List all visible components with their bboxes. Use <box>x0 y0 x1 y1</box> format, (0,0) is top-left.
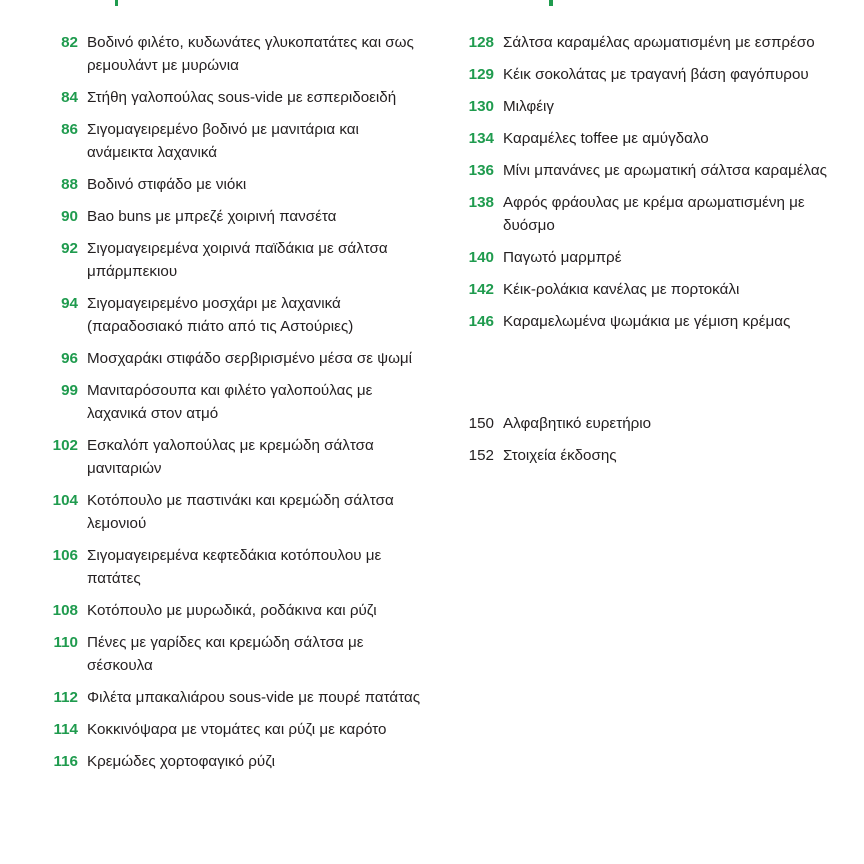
appendix-title: Αλφαβητικό ευρετήριο <box>503 415 652 432</box>
page-number: 106 <box>52 547 78 564</box>
page-number: 84 <box>61 89 78 106</box>
page-number: 152 <box>468 447 494 464</box>
recipe-title: Καραμέλες toffee με αμύγδαλο <box>503 130 709 147</box>
toc-entry[interactable] <box>42 489 422 535</box>
toc-entry[interactable] <box>458 159 828 182</box>
recipe-title: Σιγομαγειρεμένα κεφτεδάκια κοτόπουλου με πατάτες <box>87 547 382 587</box>
recipe-title: Μοσχαράκι στιφάδο σερβιρισμένο μέσα σε ψωμί <box>87 350 413 367</box>
toc-entry[interactable] <box>458 63 828 86</box>
section-spacer <box>458 342 828 412</box>
recipe-title: Στήθη γαλοπούλας sous-vide με εσπεριδοειδή <box>87 89 397 106</box>
page-number: 129 <box>468 66 494 83</box>
left-heading-fragment <box>115 0 118 6</box>
recipe-title: Πένες με γαρίδες και κρεμώδη σάλτσα με σέσκουλα <box>87 634 364 674</box>
toc-right-column <box>458 31 828 476</box>
toc-entry[interactable] <box>458 278 828 301</box>
page-number: 108 <box>52 602 78 619</box>
page-number: 142 <box>468 281 494 298</box>
page-number: 138 <box>468 194 494 211</box>
recipe-title: Αφρός φράουλας με κρέμα αρωματισμένη με δυόσμο <box>503 194 805 234</box>
toc-entry[interactable] <box>458 127 828 150</box>
toc-entry[interactable] <box>42 599 422 622</box>
right-heading-fragment <box>549 0 553 6</box>
page-number: 104 <box>52 492 78 509</box>
header-remnants <box>0 0 864 10</box>
toc-entry[interactable] <box>42 347 422 370</box>
recipe-title: Σάλτσα καραμέλας αρωματισμένη με εσπρέσο <box>503 34 815 51</box>
page-number: 82 <box>61 34 78 51</box>
toc-entry[interactable] <box>458 31 828 54</box>
recipe-title: Σιγομαγειρεμένα χοιρινά παϊδάκια με σάλτσα μπάρμπεκιου <box>87 240 388 280</box>
toc-entry[interactable] <box>42 379 422 425</box>
toc-entry[interactable] <box>458 191 828 237</box>
toc-entry[interactable] <box>42 237 422 283</box>
page-number: 112 <box>53 689 78 706</box>
toc-entry[interactable] <box>42 118 422 164</box>
recipe-title: Εσκαλόπ γαλοπούλας με κρεμώδη σάλτσα μανιταριών <box>87 437 374 477</box>
page-number: 102 <box>52 437 78 454</box>
page-number: 110 <box>53 634 78 651</box>
toc-entry[interactable] <box>42 434 422 480</box>
page-number: 130 <box>468 98 494 115</box>
recipe-title: Κρεμώδες χορτοφαγικό ρύζι <box>87 753 275 770</box>
toc-entry[interactable] <box>458 246 828 269</box>
appendix-entry[interactable] <box>458 412 828 435</box>
toc-entry[interactable] <box>42 205 422 228</box>
recipe-title: Μανιταρόσουπα και φιλέτο γαλοπούλας με λαχανικά στον ατμό <box>87 382 373 422</box>
recipe-title: Κοτόπουλο με μυρωδικά, ροδάκινα και ρύζι <box>87 602 377 619</box>
recipe-title: Βοδινό φιλέτο, κυδωνάτες γλυκοπατάτες και σως ρεμουλάντ με μυρώνια <box>87 34 414 74</box>
recipe-title: Μιλφέιγ <box>503 98 554 115</box>
appendix-title: Στοιχεία έκδοσης <box>503 447 617 464</box>
recipe-title: Φιλέτα μπακαλιάρου sous-vide με πουρέ πατάτας <box>87 689 421 706</box>
recipe-title: Μίνι μπανάνες με αρωματική σάλτσα καραμέλας <box>503 162 827 179</box>
recipe-title: Κοκκινόψαρα με ντομάτες και ρύζι με καρότο <box>87 721 387 738</box>
toc-entry[interactable] <box>42 750 422 773</box>
toc-entry[interactable] <box>42 631 422 677</box>
page-number: 116 <box>53 753 78 770</box>
page-number: 146 <box>468 313 494 330</box>
page-number: 99 <box>61 382 78 399</box>
recipe-title: Σιγομαγειρεμένο βοδινό με μανιτάρια και ανάμεικτα λαχανικά <box>87 121 359 161</box>
page-number: 136 <box>468 162 494 179</box>
toc-entry[interactable] <box>458 310 828 333</box>
toc-entry[interactable] <box>42 31 422 77</box>
page-number: 134 <box>468 130 494 147</box>
page-number: 128 <box>468 34 494 51</box>
recipe-title: Κοτόπουλο με παστινάκι και κρεμώδη σάλτσα λεμονιού <box>87 492 394 532</box>
page-number: 88 <box>61 176 78 193</box>
toc-left-column <box>42 31 422 782</box>
recipe-title: Καραμελωμένα ψωμάκια με γέμιση κρέμας <box>503 313 791 330</box>
appendix-entry[interactable] <box>458 444 828 467</box>
page-number: 96 <box>61 350 78 367</box>
page-number: 94 <box>61 295 78 312</box>
page-number: 90 <box>61 208 78 225</box>
toc-entry[interactable] <box>42 718 422 741</box>
page-number: 140 <box>468 249 494 266</box>
page-number: 114 <box>53 721 78 738</box>
recipe-title: Bao buns με μπρεζέ χοιρινή πανσέτα <box>87 208 337 225</box>
page-number: 150 <box>468 415 494 432</box>
toc-entry[interactable] <box>42 173 422 196</box>
page-number: 92 <box>61 240 78 257</box>
recipe-title: Κέικ σοκολάτας με τραγανή βάση φαγόπυρου <box>503 66 809 83</box>
page-number: 86 <box>61 121 78 138</box>
recipe-title: Κέικ-ρολάκια κανέλας με πορτοκάλι <box>503 281 740 298</box>
recipe-title: Παγωτό μαρμπρέ <box>503 249 622 266</box>
recipe-title: Σιγομαγειρεμένο μοσχάρι με λαχανικά (παραδοσιακό πιάτο από τις Αστούριες) <box>87 295 354 335</box>
toc-entry[interactable] <box>458 95 828 118</box>
toc-entry[interactable] <box>42 86 422 109</box>
toc-entry[interactable] <box>42 292 422 338</box>
toc-entry[interactable] <box>42 544 422 590</box>
recipe-title: Βοδινό στιφάδο με νιόκι <box>87 176 247 193</box>
toc-entry[interactable] <box>42 686 422 709</box>
